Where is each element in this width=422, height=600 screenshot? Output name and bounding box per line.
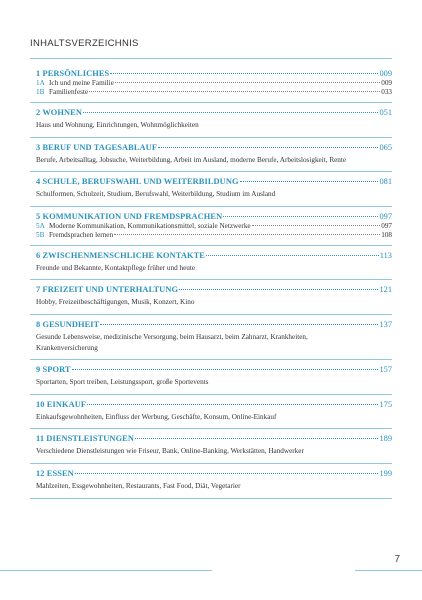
chapter-description: Sportarten, Sport treiben, Leistungssport, große Sportevents — [36, 378, 209, 387]
subchapter-code: 1B — [36, 88, 45, 96]
toc-chapter-8 — [30, 315, 392, 360]
chapter-page: 009 — [379, 69, 392, 78]
toc-chapter-2 — [30, 103, 392, 138]
toc-chapter-12 — [30, 464, 392, 499]
chapter-title: 12 ESSEN — [36, 468, 74, 478]
subchapter-label: Familienfeste — [49, 88, 89, 96]
chapter-page: 175 — [379, 399, 392, 409]
subchapter-row[interactable] — [36, 79, 392, 87]
chapter-description: Gesunde Lebensweise, medizinische Versorgung, beim Hausarzt, beim Zahnarzt, Krankheiten, Krankenversicherung — [36, 332, 308, 352]
footer-rule-left — [0, 570, 212, 571]
chapter-page: 121 — [379, 285, 392, 295]
toc-chapter-6 — [30, 246, 392, 281]
chapter-heading[interactable] — [36, 143, 392, 152]
chapter-heading[interactable] — [36, 212, 392, 221]
dot-leader — [83, 112, 378, 113]
dot-leader — [75, 473, 379, 474]
toc-chapter-5 — [30, 207, 392, 246]
chapter-title: 10 EINKAUF — [36, 399, 87, 409]
chapter-description: Hobby, Freizeitbeschäftigungen, Musik, Konzert, Kino — [36, 298, 195, 307]
dot-leader — [110, 73, 378, 74]
chapter-description: Freunde und Bekannte, Kontaktpflege früher und heute — [36, 263, 196, 272]
dot-leader — [100, 324, 378, 325]
subchapter-code: 1A — [36, 79, 45, 87]
dot-leader — [240, 181, 379, 182]
chapter-title: 6 ZWISCHENMENSCHLICHE KONTAKTE — [36, 250, 205, 260]
subchapter-page: 033 — [381, 88, 392, 96]
chapter-description: Schulformen, Schulzeit, Studium, Berufswahl, Weiterbildung, Studium im Ausland — [36, 190, 276, 199]
chapter-title: 11 DIENSTLEISTUNGEN — [36, 434, 135, 444]
subchapter-code: 5A — [36, 221, 45, 230]
chapter-heading[interactable] — [36, 365, 392, 374]
chapter-title: 8 GESUNDHEIT — [36, 319, 100, 329]
toc-chapter-7 — [30, 280, 392, 315]
dot-leader — [72, 369, 379, 370]
dot-leader — [206, 255, 379, 256]
chapter-heading[interactable] — [36, 400, 392, 409]
chapter-description: Einkaufsgewohnheiten, Einfluss der Werbung, Geschäfte, Konsum, Online-Einkauf — [36, 412, 277, 421]
toc-chapter-9 — [30, 360, 392, 395]
chapter-heading[interactable] — [36, 251, 392, 260]
dot-leader — [89, 91, 380, 92]
chapter-title: 1 PERSÖNLICHES — [36, 69, 110, 78]
page-number: 7 — [394, 554, 400, 565]
chapter-title: 3 BERUF UND TAGESABLAUF — [36, 142, 158, 152]
chapter-title: 9 SPORT — [36, 365, 71, 375]
chapter-heading[interactable] — [36, 285, 392, 294]
subchapter-page: 108 — [381, 230, 392, 239]
toc-chapter-1 — [30, 59, 392, 103]
toc-chapter-3 — [30, 138, 392, 173]
subchapter-page: 009 — [381, 79, 392, 87]
chapter-description: Verschiedene Dienstleistungen wie Friseur, Bank, Online-Banking, Werkstätten, Handwerker — [36, 447, 304, 456]
chapter-heading[interactable] — [36, 434, 392, 443]
chapter-title: 4 SCHULE, BERUFSWAHL UND WEITERBILDUNG — [36, 177, 239, 187]
page-header: INHALTSVERZEICHNIS — [30, 38, 139, 49]
chapter-description: Mahlzeiten, Essgewohnheiten, Restaurants, Fast Food, Diät, Vegetarier — [36, 481, 241, 490]
chapter-heading[interactable] — [36, 320, 392, 329]
chapter-description: Berufe, Arbeitsalltag, Jobsuche, Weiterbildung, Arbeit im Ausland, moderne Berufe, Arbeitslosigkeit, Rente — [36, 155, 347, 164]
chapter-heading[interactable] — [36, 108, 392, 117]
chapter-page: 113 — [379, 250, 392, 260]
chapter-page: 065 — [379, 142, 392, 152]
dot-leader — [158, 147, 378, 148]
subchapter-label: Moderne Kommunikation, Kommunikationsmittel, soziale Netzwerke — [49, 221, 251, 230]
dot-leader — [179, 289, 378, 290]
subchapter-page: 097 — [381, 221, 392, 230]
dot-leader — [114, 234, 380, 235]
toc-chapter-10 — [30, 395, 392, 430]
chapter-heading[interactable] — [36, 469, 392, 478]
subchapter-row[interactable] — [36, 88, 392, 96]
chapter-title: 7 FREIZEIT UND UNTERHALTUNG — [36, 285, 179, 295]
subchapter-row[interactable] — [36, 231, 392, 239]
chapter-page: 137 — [379, 319, 392, 329]
chapter-page: 199 — [379, 468, 392, 478]
subchapter-label: Ich und meine Familie — [49, 79, 114, 87]
chapter-page: 157 — [379, 365, 392, 375]
table-of-contents — [30, 58, 392, 499]
chapter-title: 2 WOHNEN — [36, 108, 83, 117]
subchapter-row[interactable] — [36, 222, 392, 230]
chapter-heading[interactable] — [36, 69, 392, 78]
chapter-page: 051 — [379, 108, 392, 117]
footer-rule-right — [355, 570, 422, 571]
toc-chapter-4 — [30, 172, 392, 207]
dot-leader — [115, 82, 380, 83]
dot-leader — [135, 438, 378, 439]
chapter-page: 189 — [379, 434, 392, 444]
chapter-page: 097 — [379, 211, 392, 221]
chapter-page: 081 — [379, 177, 392, 187]
subchapter-label: Fremdsprachen lernen — [49, 230, 114, 239]
chapter-title: 5 KOMMUNIKATION UND FREMDSPRACHEN — [36, 211, 223, 221]
dot-leader — [87, 404, 378, 405]
chapter-heading[interactable] — [36, 177, 392, 186]
dot-leader — [223, 216, 378, 217]
subchapter-code: 5B — [36, 230, 45, 239]
toc-chapter-11 — [30, 429, 392, 464]
chapter-description: Haus und Wohnung, Einrichtungen, Wohnmöglichkeiten — [36, 121, 199, 129]
dot-leader — [252, 225, 381, 226]
